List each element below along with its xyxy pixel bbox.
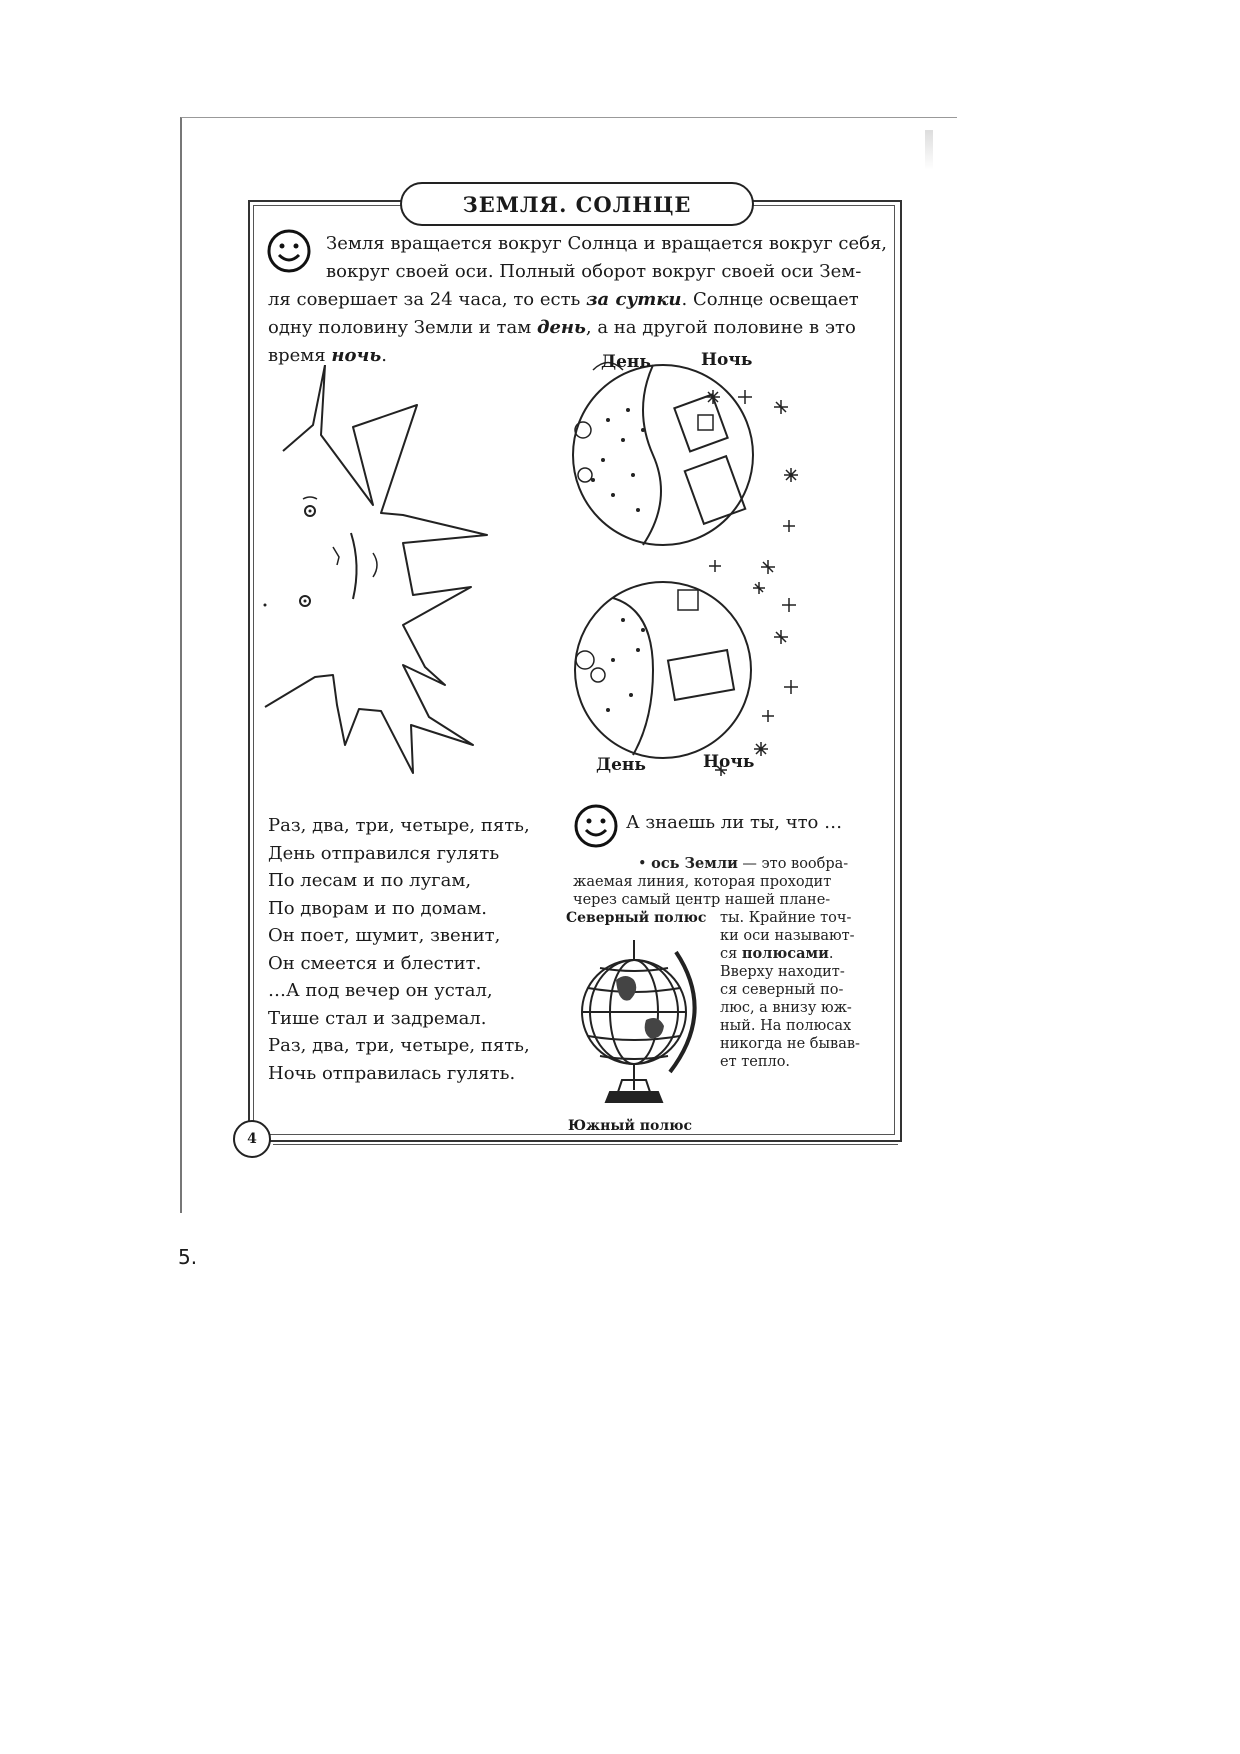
label-day-bottom: День bbox=[596, 755, 646, 775]
page-title: ЗЕМЛЯ. СОЛНЦЕ bbox=[400, 182, 754, 226]
fact-line: жаемая линия, которая проходит bbox=[573, 874, 832, 890]
scan-shade bbox=[925, 130, 933, 170]
fact-line: • ось Земли — это вообра- bbox=[638, 855, 849, 872]
fact-line: никогда не бывав- bbox=[720, 1036, 860, 1052]
poem-line: Он смеется и блестит. bbox=[268, 952, 482, 974]
poem bbox=[268, 812, 530, 1087]
bottom-rule bbox=[273, 1144, 898, 1145]
poem-line: Ночь отправилась гулять. bbox=[268, 1062, 516, 1084]
fact-line: ет тепло. bbox=[720, 1054, 791, 1070]
fact-line: Вверху находит- bbox=[720, 964, 845, 980]
intro-line: время ночь. bbox=[268, 345, 387, 366]
intro-line: вокруг своей оси. Полный оборот вокруг своей оси Зем- bbox=[326, 261, 862, 282]
poem-line: …А под вечер он устал, bbox=[268, 980, 493, 1001]
intro-line: одну половину Земли и там день, а на другой половине в это bbox=[268, 317, 856, 338]
poem-line: Тише стал и задремал. bbox=[268, 1007, 487, 1029]
intro-line: Земля вращается вокруг Солнца и вращается вокруг себя, bbox=[326, 233, 888, 254]
fact-line: ты. Крайние точ- bbox=[720, 910, 852, 926]
fact-line: люс, а внизу юж- bbox=[720, 1000, 852, 1016]
day-night-illustration bbox=[553, 350, 883, 790]
did-you-know-heading: А знаешь ли ты, что … bbox=[626, 812, 843, 833]
poem-line: По лесам и по лугам, bbox=[268, 870, 472, 891]
label-night-top: Ночь bbox=[701, 350, 753, 370]
poem-line: По дворам и по домам. bbox=[268, 897, 487, 919]
north-pole-label: Северный полюс bbox=[566, 910, 707, 926]
workbook-page bbox=[247, 191, 903, 1147]
fact-line: ный. На полюсах bbox=[720, 1018, 852, 1034]
fact-line: через самый центр нашей плане- bbox=[573, 892, 831, 908]
globe-drawing bbox=[566, 940, 706, 1120]
poem-line: Он поет, шумит, звенит, bbox=[268, 925, 501, 946]
south-pole-label: Южный полюс bbox=[568, 1118, 693, 1134]
label-day-top: День bbox=[601, 352, 651, 372]
fact-line: ся полюсами. bbox=[720, 945, 834, 962]
label-night-bottom: Ночь bbox=[703, 752, 755, 772]
fact-line: ся северный по- bbox=[720, 982, 844, 998]
poem-line: День отправился гулять bbox=[268, 842, 500, 864]
intro-line: ля совершает за 24 часа, то есть за сутки. Солнце освещает bbox=[268, 289, 859, 310]
fact-line: ки оси называют- bbox=[720, 928, 855, 944]
poem-line: Раз, два, три, четыре, пять, bbox=[268, 815, 530, 836]
smiley-icon bbox=[573, 803, 619, 849]
poem-line: Раз, два, три, четыре, пять, bbox=[268, 1035, 530, 1056]
sun-drawing bbox=[263, 365, 543, 785]
item-number: 5. bbox=[178, 1245, 198, 1269]
intro-paragraph bbox=[268, 230, 888, 370]
bottom-rule bbox=[273, 1140, 898, 1142]
page-number: 4 bbox=[233, 1120, 271, 1158]
